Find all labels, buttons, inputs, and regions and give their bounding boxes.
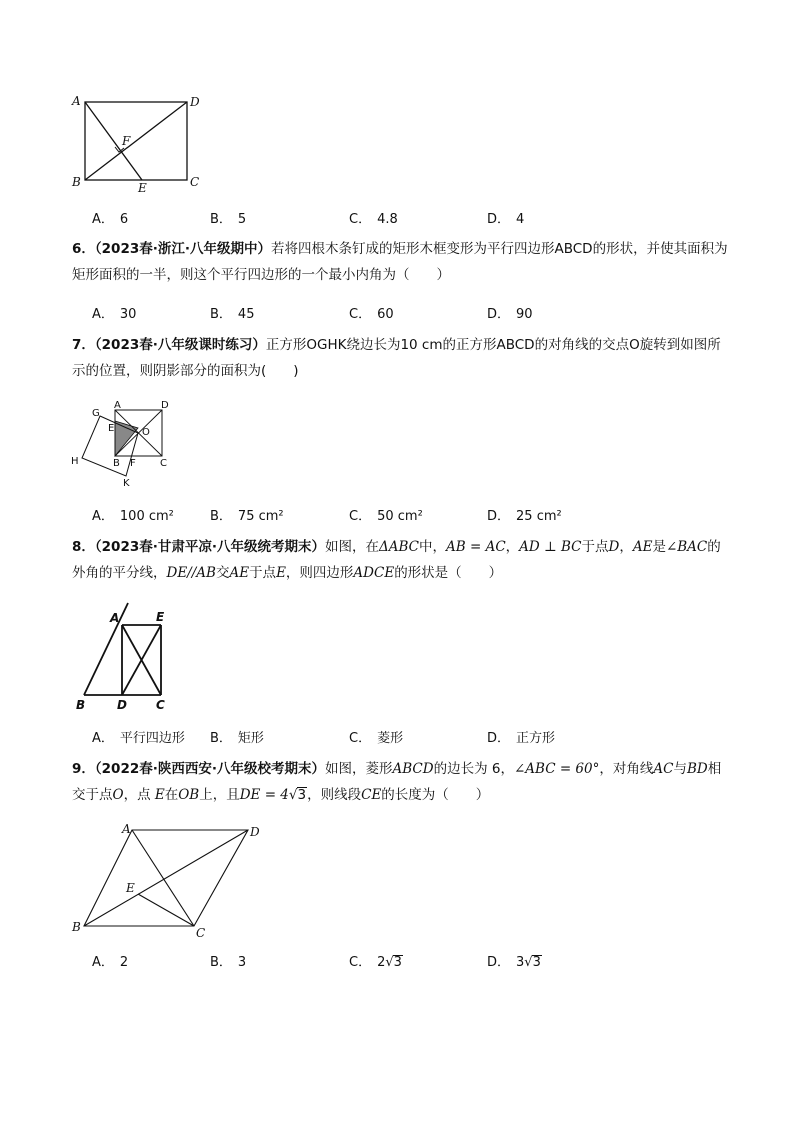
segment-ae xyxy=(85,102,142,180)
q7-text: 正方形OGHK绕边长为10 cm的正方形ABCD的对角线的交点O旋转到如图所示的位置，则阴影部分的面积为( ) xyxy=(72,337,721,379)
q8-number: 8． xyxy=(72,539,95,555)
segment-bd xyxy=(85,102,187,180)
label-c: C xyxy=(156,698,165,712)
label-f: F xyxy=(122,134,131,148)
label-c: C xyxy=(160,458,167,469)
label-a: A xyxy=(122,822,131,836)
q7-option-c[interactable]: C． 50 cm² xyxy=(349,509,423,524)
q9-option-c[interactable]: C． 2√3 xyxy=(349,955,402,970)
question-8: 8．（2023春·甘肃平凉·八年级统考期末）如图，在ΔABC中，AB = AC，AD ⊥ BC于点D，AE是∠BAC的外角的平分线，DE//AB交AE于点E，则四边形ADCE的形状是（ ） xyxy=(72,539,721,581)
q6-option-c[interactable]: C． 60 xyxy=(349,307,394,322)
q8-option-d[interactable]: D． 正方形 xyxy=(487,731,556,746)
figure-q7-squares xyxy=(68,398,178,490)
label-b: B xyxy=(72,175,81,189)
label-c: C xyxy=(196,926,206,940)
q5-option-a[interactable]: A． 6 xyxy=(92,212,129,227)
label-d: D xyxy=(161,400,169,411)
figure-q9-svg xyxy=(66,818,266,940)
label-a: A xyxy=(110,611,120,625)
label-h: H xyxy=(71,456,79,467)
q7-option-d[interactable]: D． 25 cm² xyxy=(487,509,562,524)
label-f: F xyxy=(130,458,136,469)
q6-text: 若将四根木条钉成的矩形木框变形为平行四边形ABCD的形状，并使其面积为矩形面积的一半，则这个平行四边形的一个最小内角为（ ） xyxy=(72,241,728,283)
label-o: O xyxy=(142,427,150,438)
label-b: B xyxy=(72,920,81,934)
diagonal-ac xyxy=(132,830,194,926)
q6-options xyxy=(92,303,692,323)
q8-options xyxy=(92,727,692,747)
label-b: B xyxy=(113,458,120,469)
figure-q8-svg xyxy=(72,603,182,713)
figure-q7-svg xyxy=(68,398,178,490)
q9-number: 9． xyxy=(72,761,95,777)
figure-q9-rhombus xyxy=(66,818,266,940)
figure-q5-rectangle xyxy=(60,90,210,195)
q6-option-a[interactable]: A． 30 xyxy=(92,307,137,322)
q6-option-b[interactable]: B． 45 xyxy=(210,307,255,322)
label-a: A xyxy=(72,94,81,108)
q8-option-c[interactable]: C． 菱形 xyxy=(349,731,404,746)
q5-option-c[interactable]: C． 4.8 xyxy=(349,212,398,227)
q9-option-a[interactable]: A． 2 xyxy=(92,955,129,970)
q7-source: （2023春·八年级课时练习） xyxy=(94,337,266,353)
q7-option-a[interactable]: A． 100 cm² xyxy=(92,509,174,524)
q8-option-a[interactable]: A． 平行四边形 xyxy=(92,731,185,746)
shaded-region xyxy=(115,421,138,456)
label-c: C xyxy=(190,175,200,189)
figure-q8-quadrilateral xyxy=(72,603,182,713)
q6-source: （2023春·浙江·八年级期中） xyxy=(94,241,271,257)
label-k: K xyxy=(123,478,130,489)
label-e: E xyxy=(138,181,147,195)
q6-option-d[interactable]: D． 90 xyxy=(487,307,533,322)
q9-option-d[interactable]: D． 3√3 xyxy=(487,955,541,970)
question-7 xyxy=(72,332,732,384)
label-g: G xyxy=(92,408,100,419)
label-e: E xyxy=(108,423,115,434)
label-a: A xyxy=(114,400,121,411)
q9-options xyxy=(92,951,692,971)
q7-option-b[interactable]: B． 75 cm² xyxy=(210,509,284,524)
q7-options xyxy=(92,505,692,525)
label-e: E xyxy=(156,610,165,624)
q5-options xyxy=(92,208,692,228)
q7-number: 7． xyxy=(72,337,95,353)
figure-q5-svg xyxy=(60,90,210,195)
label-d: D xyxy=(250,825,260,839)
q5-option-d[interactable]: D． 4 xyxy=(487,212,525,227)
question-6 xyxy=(72,236,732,288)
q5-option-b[interactable]: B． 5 xyxy=(210,212,247,227)
label-b: B xyxy=(76,698,86,712)
segment-ce xyxy=(138,894,194,926)
label-e: E xyxy=(126,881,135,895)
q8-option-b[interactable]: B． 矩形 xyxy=(210,731,264,746)
label-d: D xyxy=(117,698,127,712)
question-9: 9．（2022春·陕西西安·八年级校考期末）如图，菱形ABCD的边长为 6，∠ABC = 60°，对角线AC与BD相交于点O，点 E在OB上，且DE = 4√3，则线段CE的长度为（ ） xyxy=(72,761,722,803)
q6-number: 6． xyxy=(72,241,95,257)
label-d: D xyxy=(190,95,200,109)
q8-source: （2023春·甘肃平凉·八年级统考期末） xyxy=(94,539,325,555)
q9-source: （2022春·陕西西安·八年级校考期末） xyxy=(94,761,325,777)
q9-option-b[interactable]: B． 3 xyxy=(210,955,247,970)
